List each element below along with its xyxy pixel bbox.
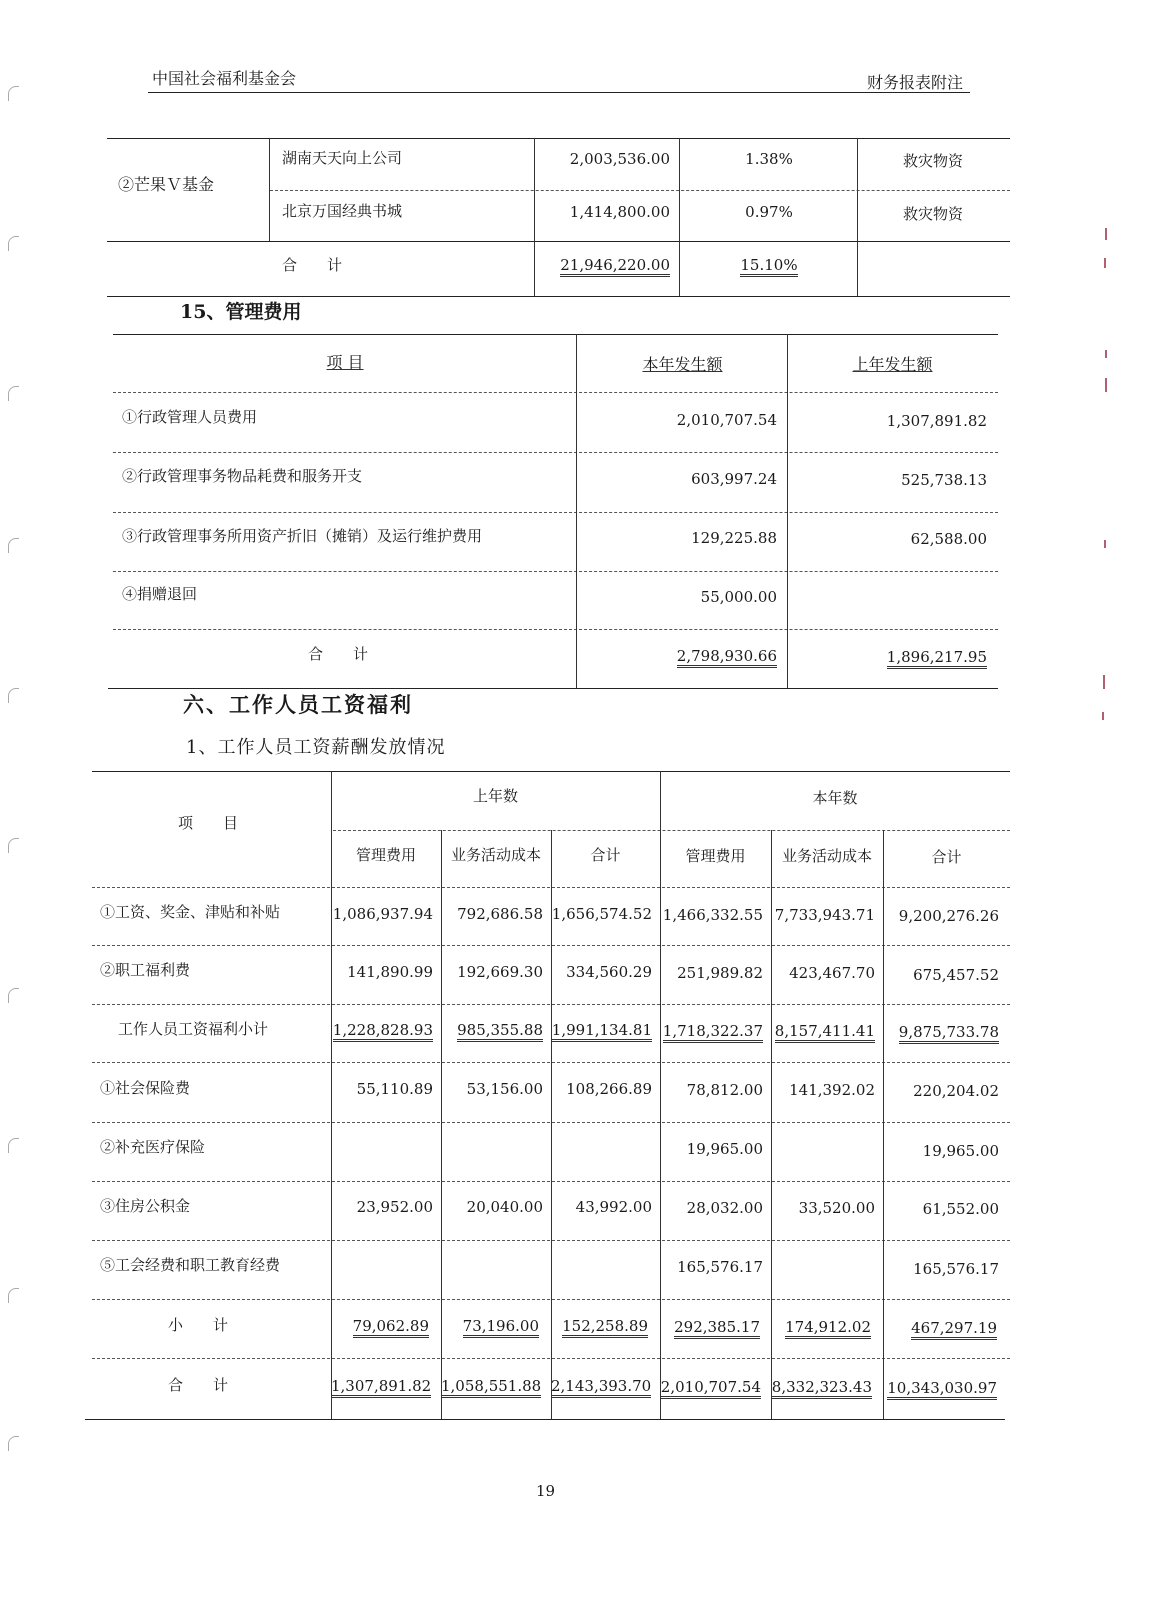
admin-fee-title: 15、管理费用 (180, 301, 302, 323)
salary-value: 8,157,411.41 (775, 1022, 875, 1043)
salary-value: 73,196.00 (463, 1317, 539, 1338)
admin-this-year: 55,000.00 (700, 588, 777, 606)
salary-value: 1,307,891.82 (331, 1377, 431, 1398)
salary-value: 55,110.89 (356, 1080, 433, 1098)
salary-value: 792,686.58 (457, 905, 543, 923)
admin-item: ③行政管理事务所用资产折旧（摊销）及运行维护费用 (122, 527, 483, 545)
donation-purpose: 救灾物资 (902, 152, 963, 170)
salary-value: 251,989.82 (677, 964, 763, 982)
donation-total-label: 合 计 (282, 256, 343, 274)
fund-group-label: ②芒果Ｖ基金 (118, 175, 215, 194)
salary-value: 467,297.19 (911, 1319, 997, 1340)
salary-value: 1,466,332.55 (662, 906, 763, 924)
salary-subheader: 管理费用 (685, 847, 746, 865)
donation-pct: 0.97% (745, 203, 793, 221)
admin-header-last-year: 上年发生额 (852, 355, 933, 374)
salary-value: 1,086,937.94 (332, 905, 433, 923)
salary-value: 61,552.00 (922, 1200, 999, 1218)
header-rule (148, 92, 970, 93)
salary-item: 工作人员工资福利小计 (118, 1020, 269, 1038)
salary-item: ③住房公积金 (100, 1197, 191, 1215)
salary-subheader: 合计 (590, 846, 621, 864)
salary-value: 985,355.88 (457, 1021, 543, 1042)
salary-value: 28,032.00 (686, 1199, 763, 1217)
salary-value: 8,332,323.43 (772, 1378, 872, 1399)
salary-value: 192,669.30 (457, 963, 543, 981)
salary-subheader: 管理费用 (355, 846, 416, 864)
admin-this-year: 603,997.24 (691, 470, 777, 488)
salary-item: ⑤工会经费和职工教育经费 (100, 1256, 281, 1274)
salary-value: 141,890.99 (347, 963, 433, 981)
salary-value: 220,204.02 (913, 1082, 999, 1100)
admin-header-this-year: 本年发生额 (642, 355, 723, 374)
salary-item: ①工资、奖金、津贴和补贴 (100, 903, 281, 921)
admin-header-item: 项 目 (326, 353, 364, 372)
salary-value: 1,228,828.93 (333, 1021, 433, 1042)
admin-last-year: 62,588.00 (910, 530, 987, 548)
salary-value: 10,343,030.97 (887, 1379, 997, 1400)
salary-value: 334,560.29 (566, 963, 652, 981)
donation-purpose: 救灾物资 (902, 205, 963, 223)
admin-item: ②行政管理事务物品耗费和服务开支 (122, 467, 363, 485)
salary-subheader: 合计 (931, 848, 962, 866)
salary-value: 20,040.00 (466, 1198, 543, 1216)
salary-value: 165,576.17 (677, 1258, 763, 1276)
salary-value: 7,733,943.71 (774, 906, 875, 924)
salary-value: 141,392.02 (789, 1081, 875, 1099)
salary-value: 174,912.02 (785, 1318, 871, 1339)
donation-total-amount: 21,946,220.00 (560, 256, 670, 277)
salary-value: 33,520.00 (798, 1199, 875, 1217)
salary-value: 152,258.89 (562, 1317, 648, 1338)
salary-header-item: 项 目 (178, 814, 239, 832)
admin-last-year: 525,738.13 (901, 471, 987, 489)
salary-value: 292,385.17 (674, 1318, 760, 1339)
salary-subheader: 业务活动成本 (781, 847, 872, 865)
admin-this-year: 129,225.88 (691, 529, 777, 547)
admin-item: ①行政管理人员费用 (122, 408, 258, 426)
salary-value: 165,576.17 (913, 1260, 999, 1278)
admin-this-year: 2,010,707.54 (676, 411, 777, 429)
salary-value: 53,156.00 (466, 1080, 543, 1098)
doc-title: 财务报表附注 (867, 73, 964, 92)
org-name: 中国社会福利基金会 (152, 69, 297, 88)
salary-value: 2,143,393.70 (551, 1377, 651, 1398)
salary-header-last-year: 上年数 (472, 787, 518, 805)
donor-name: 湖南天天向上公司 (282, 149, 403, 167)
section6-title: 六、工作人员工资福利 (183, 692, 413, 717)
donation-pct: 1.38% (745, 150, 793, 168)
salary-header-this-year: 本年数 (812, 789, 858, 807)
admin-total-label: 合 计 (308, 645, 369, 663)
salary-subheader: 业务活动成本 (450, 846, 541, 864)
salary-value: 19,965.00 (686, 1140, 763, 1158)
admin-last-year: 1,307,891.82 (886, 412, 987, 430)
salary-item: ①社会保险费 (100, 1079, 191, 1097)
admin-total-this: 2,798,930.66 (677, 647, 777, 668)
salary-item: ②补充医疗保险 (100, 1138, 206, 1156)
salary-value: 9,200,276.26 (898, 907, 999, 925)
salary-value: 108,266.89 (566, 1080, 652, 1098)
admin-total-last: 1,896,217.95 (887, 648, 987, 669)
salary-value: 78,812.00 (686, 1081, 763, 1099)
salary-value: 1,991,134.81 (552, 1021, 652, 1042)
page-number: 19 (536, 1482, 556, 1500)
salary-item: 合 计 (168, 1376, 229, 1394)
donor-name: 北京万国经典书城 (282, 202, 403, 220)
salary-value: 2,010,707.54 (661, 1378, 761, 1399)
salary-value: 23,952.00 (356, 1198, 433, 1216)
salary-value: 675,457.52 (913, 966, 999, 984)
admin-item: ④捐赠退回 (122, 585, 198, 603)
donation-amount: 2,003,536.00 (569, 150, 670, 168)
section6-subtitle: 1、工作人员工资薪酬发放情况 (186, 737, 446, 758)
salary-value: 79,062.89 (353, 1317, 429, 1338)
salary-value: 43,992.00 (575, 1198, 652, 1216)
salary-item: 小 计 (168, 1316, 229, 1334)
salary-value: 9,875,733.78 (899, 1023, 999, 1044)
donation-total-pct: 15.10% (740, 256, 797, 277)
salary-item: ②职工福利费 (100, 961, 191, 979)
donation-amount: 1,414,800.00 (569, 203, 670, 221)
salary-value: 1,058,551.88 (441, 1377, 541, 1398)
salary-value: 423,467.70 (789, 964, 875, 982)
salary-value: 1,718,322.37 (663, 1022, 763, 1043)
salary-value: 19,965.00 (922, 1142, 999, 1160)
salary-value: 1,656,574.52 (551, 905, 652, 923)
